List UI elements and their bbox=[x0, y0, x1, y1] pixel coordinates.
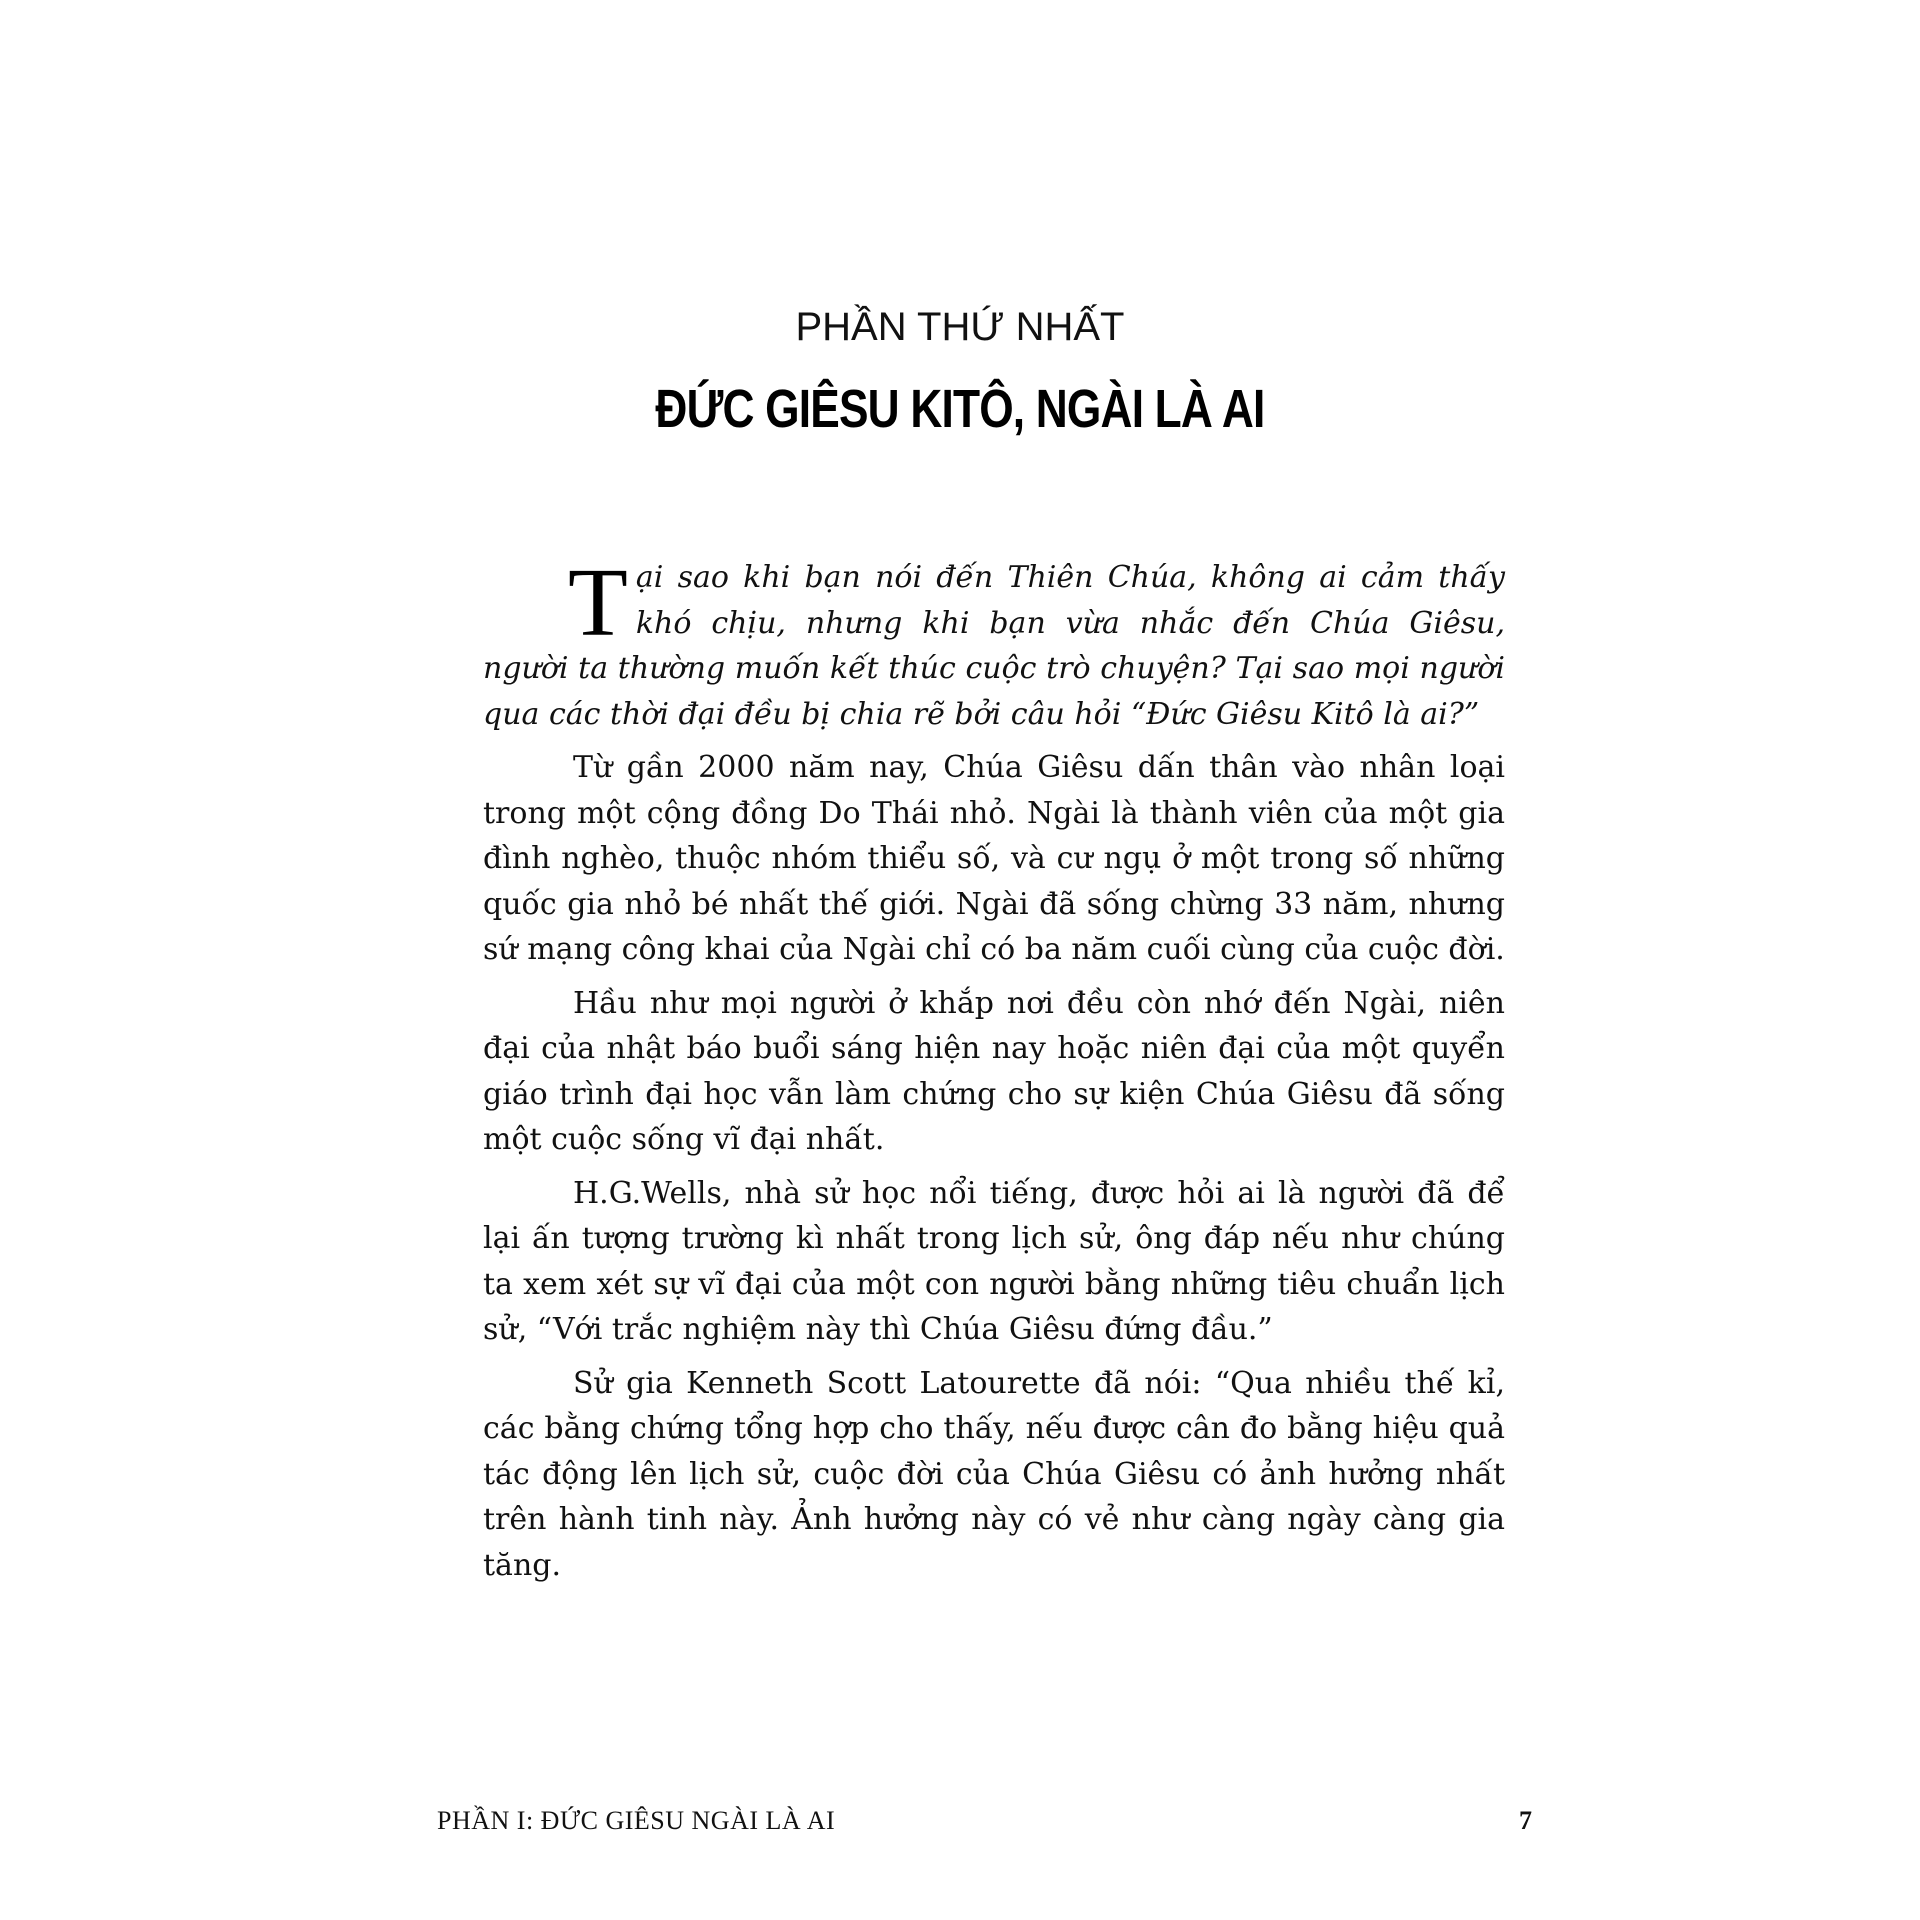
paragraph-2: Hầu như mọi người ở khắp nơi đều còn nhớ đến Ngài, niên đại của nhật báo buổi sáng hiện nay hoặc niên đại của một quyển giáo trình đại học vẫn làm chứng cho sự kiện Chúa Giêsu đã sống một cuộc sống vĩ đại nhất. bbox=[483, 985, 1505, 1157]
paragraph-4: Sử gia Kenneth Scott Latourette đã nói: “Qua nhiều thế kỉ, các bằng chứng tổng hợp cho thấy, nếu được cân đo bằng hiệu quả tác động lên lịch sử, cuộc đời của Chúa Giêsu có ảnh hưởng nhất trên hành tinh này. Ảnh hưởng này có vẻ như càng ngày càng gia tăng. bbox=[483, 1365, 1505, 1583]
body-text bbox=[483, 549, 1505, 1596]
part-label: PHẦN THỨ NHẤT bbox=[795, 305, 1125, 349]
paragraph-1: Từ gần 2000 năm nay, Chúa Giêsu dấn thân vào nhân loại trong một cộng đồng Do Thái nhỏ. Ngài là thành viên của một gia đình nghèo, thuộc nhóm thiểu số, và cư ngụ ở một trong số những quốc gia nhỏ bé nhất thế giới. Ngài đã sống chừng 33 năm, nhưng sứ mạng công khai của Ngài chỉ có ba năm cuối cùng của cuộc đời. bbox=[483, 750, 1505, 967]
paragraph-3: H.G.Wells, nhà sử học nổi tiếng, được hỏi ai là người đã để lại ấn tượng trường kì nhất trong lịch sử, ông đáp nếu như chúng ta xem xét sự vĩ đại của một con người bằng những tiêu chuẩn lịch sử, “Với trắc nghiệm này thì Chúa Giêsu đứng đầu.” bbox=[483, 1175, 1505, 1347]
drop-cap: T bbox=[568, 549, 628, 657]
intro-paragraph bbox=[483, 549, 1505, 737]
running-footer-title: PHẦN I: ĐỨC GIÊSU NGÀI LÀ AI bbox=[437, 1806, 836, 1835]
page-number: 7 bbox=[1519, 1806, 1532, 1835]
part-title: ĐỨC GIÊSU KITÔ, NGÀI LÀ AI bbox=[655, 379, 1265, 439]
intro-text: ại sao khi bạn nói đến Thiên Chúa, không ai cảm thấy khó chịu, nhưng khi bạn vừa nhắc đến Chúa Giêsu, người ta thường muốn kết thúc cuộc trò chuyện? Tại sao mọi người qua các thời đại đều bị chia rẽ bởi câu hỏi “Đức Giêsu Kitô là ai?” bbox=[483, 560, 1505, 732]
